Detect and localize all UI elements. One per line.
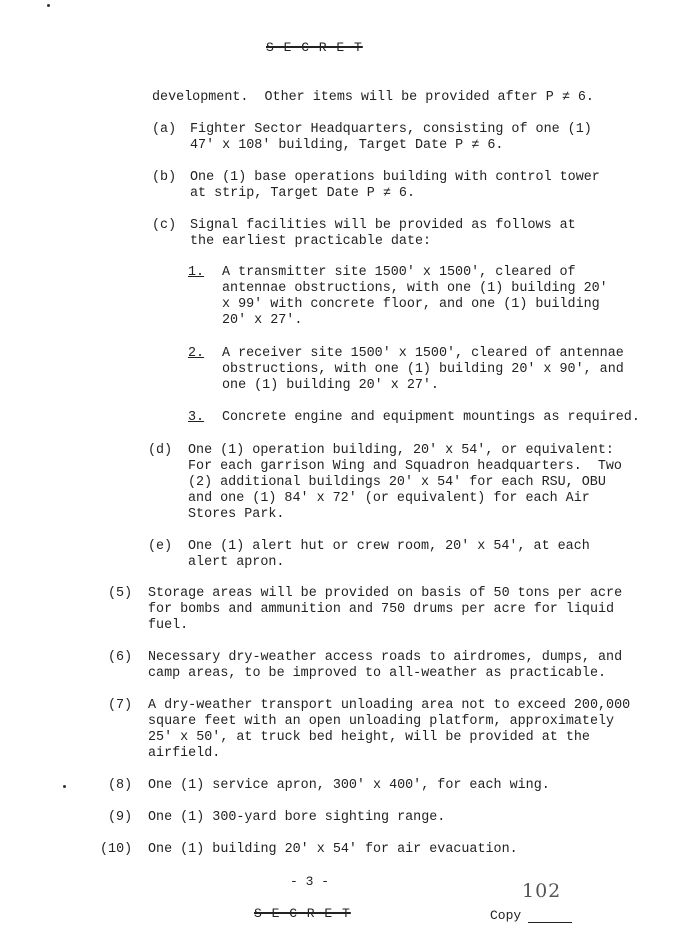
signal-item-label: 2. [188,346,205,361]
item-line: One (1) building 20' x 54' for air evacuation. [148,842,518,857]
subitem-line: One (1) alert hut or crew room, 20' x 54', at each [188,539,590,554]
item-line: Necessary dry-weather access roads to airdromes, dumps, and [148,650,623,665]
subitem-label: (b) [152,170,177,185]
item-label: (10) [100,842,133,857]
item-label: (5) [108,586,133,601]
item-line: airfield. [148,746,221,761]
signal-item-line: one (1) building 20' x 27'. [222,378,439,393]
subitem-line: Fighter Sector Headquarters, consisting of one (1) [190,122,592,137]
item-line: Storage areas will be provided on basis of 50 tons per acre [148,586,623,601]
copy-blank-line [528,922,572,923]
signal-item-line: 20' x 27'. [222,313,303,328]
subitem-line: One (1) base operations building with control tower [190,170,600,185]
item-line: camp areas, to be improved to all-weather as practicable. [148,666,607,681]
page-number: - 3 - [290,874,330,889]
copy-label: Copy [490,908,522,923]
signal-item-line: Concrete engine and equipment mountings as required. [222,410,640,425]
subitem-label: (a) [152,122,177,137]
item-line: One (1) 300-yard bore sighting range. [148,810,446,825]
item-line: One (1) service apron, 300' x 400', for each wing. [148,778,550,793]
header-classification: S-E-C-R-E-T [266,40,363,55]
item-label: (9) [108,810,133,825]
subitem-line: alert apron. [188,555,285,570]
subitem-line: One (1) operation building, 20' x 54', or equivalent: [188,443,614,458]
item-line: A dry-weather transport unloading area not to exceed 200,000 [148,698,631,713]
subitem-line: (2) additional buildings 20' x 54' for each RSU, OBU [188,475,606,490]
signal-item-label: 3. [188,410,205,425]
item-line: square feet with an open unloading platform, approximately [148,714,615,729]
signal-item-line: obstructions, with one (1) building 20' x 90', and [222,362,624,377]
intro-line: development. Other items will be provided after P ≠ 6. [152,90,594,105]
item-line: fuel. [148,618,189,633]
item-line: for bombs and ammunition and 750 drums per acre for liquid [148,602,615,617]
scan-mark [47,4,50,7]
subitem-line: the earliest practicable date: [190,234,432,249]
item-label: (8) [108,778,133,793]
signal-item-line: A receiver site 1500' x 1500', cleared of antennae [222,346,624,361]
margin-dot [63,785,66,788]
subitem-line: Signal facilities will be provided as follows at [190,218,576,233]
subitem-line: 47' x 108' building, Target Date P ≠ 6. [190,138,504,153]
subitem-line: and one (1) 84' x 72' (or equivalent) for each Air [188,491,590,506]
subitem-line: at strip, Target Date P ≠ 6. [190,186,415,201]
signal-item-label: 1. [188,265,205,280]
footer-classification: S-E-C-R-E-T [254,906,351,921]
subitem-line: For each garrison Wing and Squadron headquarters. Two [188,459,622,474]
item-label: (7) [108,698,133,713]
item-line: 25' x 50', at truck bed height, will be provided at the [148,730,590,745]
subitem-label: (d) [148,443,173,458]
signal-item-line: antennae obstructions, with one (1) building 20' [222,281,608,296]
subitem-label: (e) [148,539,173,554]
signal-item-line: A transmitter site 1500' x 1500', cleared of [222,265,576,280]
subitem-line: Stores Park. [188,507,285,522]
handwritten-copy-number: 102 [522,880,562,902]
signal-item-line: x 99' with concrete floor, and one (1) building [222,297,600,312]
subitem-label: (c) [152,218,177,233]
item-label: (6) [108,650,133,665]
